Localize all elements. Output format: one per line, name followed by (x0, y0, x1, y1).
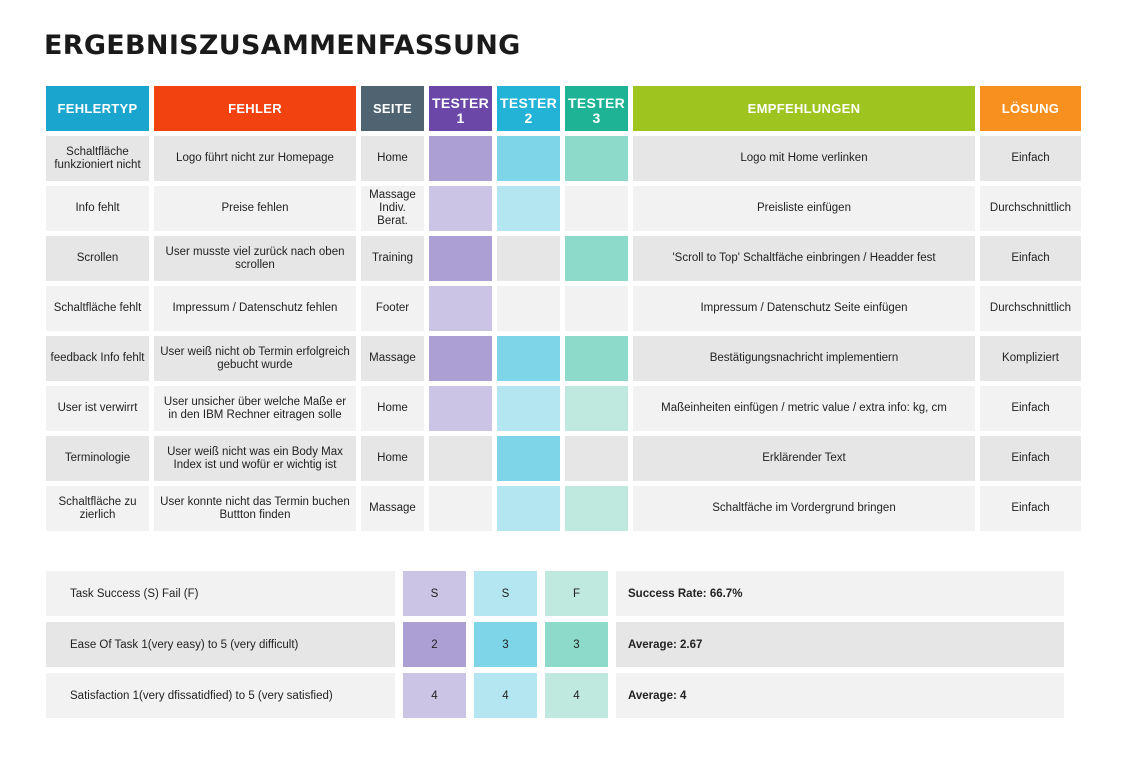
tester-1-swatch (429, 486, 492, 531)
seite-cell: Home (361, 136, 424, 181)
summary-tester-3: 4 (545, 673, 608, 718)
tester-1-swatch (429, 336, 492, 381)
results-table (46, 86, 1081, 531)
empfehlung-cell: Logo mit Home verlinken (633, 136, 975, 181)
loesung-cell: Einfach (980, 236, 1081, 281)
empfehlung-cell: 'Scroll to Top' Schaltfäche einbringen / Headder fest (633, 236, 975, 281)
fehlertyp-cell: Schaltfläche fehlt (46, 286, 149, 331)
fehlertyp-cell: Info fehlt (46, 186, 149, 231)
tester-1-swatch (429, 136, 492, 181)
fehler-cell: Logo führt nicht zur Homepage (154, 136, 356, 181)
fehlertyp-cell: Schaltfläche zu zierlich (46, 486, 149, 531)
summary-label: Task Success (S) Fail (F) (46, 571, 395, 616)
summary-result: Average: 4 (616, 673, 1064, 718)
fehler-cell: User konnte nicht das Termin buchen Buttton finden (154, 486, 356, 531)
page-title: ERGEBNISZUSAMMENFASSUNG (44, 30, 521, 61)
tester-3-swatch (565, 486, 628, 531)
header-empfehlungen: EMPFEHLUNGEN (633, 86, 975, 131)
seite-cell: Home (361, 386, 424, 431)
tester-2-swatch (497, 286, 560, 331)
loesung-cell: Durchschnittlich (980, 286, 1081, 331)
summary-result: Success Rate: 66.7% (616, 571, 1064, 616)
loesung-cell: Einfach (980, 386, 1081, 431)
empfehlung-cell: Impressum / Datenschutz Seite einfügen (633, 286, 975, 331)
loesung-cell: Einfach (980, 136, 1081, 181)
summary-tester-1: 4 (403, 673, 466, 718)
tester-3-swatch (565, 236, 628, 281)
tester-1-swatch (429, 286, 492, 331)
fehlertyp-cell: feedback Info fehlt (46, 336, 149, 381)
fehler-cell: User musste viel zurück nach oben scrollen (154, 236, 356, 281)
fehlertyp-cell: Terminologie (46, 436, 149, 481)
seite-cell: Home (361, 436, 424, 481)
fehler-cell: User weiß nicht ob Termin erfolgreich gebucht wurde (154, 336, 356, 381)
tester-1-swatch (429, 236, 492, 281)
summary-label: Satisfaction 1(very dfissatidfied) to 5 (very satisfied) (46, 673, 395, 718)
fehlertyp-cell: Scrollen (46, 236, 149, 281)
tester-1-swatch (429, 386, 492, 431)
tester-3-swatch (565, 336, 628, 381)
header-tester-2: TESTER 2 (497, 86, 560, 131)
tester-1-swatch (429, 436, 492, 481)
summary-tester-2: 3 (474, 622, 537, 667)
summary-tester-2: 4 (474, 673, 537, 718)
tester-2-swatch (497, 236, 560, 281)
fehlertyp-cell: User ist verwirrt (46, 386, 149, 431)
loesung-cell: Durchschnittlich (980, 186, 1081, 231)
loesung-cell: Einfach (980, 436, 1081, 481)
fehler-cell: User weiß nicht was ein Body Max Index ist und wofür er wichtig ist (154, 436, 356, 481)
tester-3-swatch (565, 386, 628, 431)
loesung-cell: Kompliziert (980, 336, 1081, 381)
header-tester-1: TESTER 1 (429, 86, 492, 131)
seite-cell: Massage (361, 486, 424, 531)
summary-result: Average: 2.67 (616, 622, 1064, 667)
tester-2-swatch (497, 486, 560, 531)
summary-tester-3: 3 (545, 622, 608, 667)
tester-2-swatch (497, 436, 560, 481)
loesung-cell: Einfach (980, 486, 1081, 531)
empfehlung-cell: Bestätigungsnachricht implementiern (633, 336, 975, 381)
fehler-cell: User unsicher über welche Maße er in den IBM Rechner eitragen solle (154, 386, 356, 431)
tester-2-swatch (497, 336, 560, 381)
tester-2-swatch (497, 136, 560, 181)
header-fehlertyp: FEHLERTYP (46, 86, 149, 131)
seite-cell: Massage (361, 336, 424, 381)
empfehlung-cell: Maßeinheiten einfügen / metric value / extra info: kg, cm (633, 386, 975, 431)
tester-2-swatch (497, 386, 560, 431)
header-fehler: FEHLER (154, 86, 356, 131)
tester-1-swatch (429, 186, 492, 231)
summary-table (46, 571, 1064, 718)
tester-3-swatch (565, 186, 628, 231)
fehler-cell: Preise fehlen (154, 186, 356, 231)
summary-tester-1: S (403, 571, 466, 616)
seite-cell: Training (361, 236, 424, 281)
empfehlung-cell: Erklärender Text (633, 436, 975, 481)
summary-tester-3: F (545, 571, 608, 616)
header-tester-3: TESTER 3 (565, 86, 628, 131)
summary-tester-1: 2 (403, 622, 466, 667)
header-seite: SEITE (361, 86, 424, 131)
seite-cell: Massage Indiv. Berat. (361, 186, 424, 231)
summary-tester-2: S (474, 571, 537, 616)
empfehlung-cell: Schaltfäche im Vordergrund bringen (633, 486, 975, 531)
empfehlung-cell: Preisliste einfügen (633, 186, 975, 231)
seite-cell: Footer (361, 286, 424, 331)
fehlertyp-cell: Schaltfläche funkzioniert nicht (46, 136, 149, 181)
fehler-cell: Impressum / Datenschutz fehlen (154, 286, 356, 331)
tester-3-swatch (565, 286, 628, 331)
tester-3-swatch (565, 436, 628, 481)
summary-label: Ease Of Task 1(very easy) to 5 (very difficult) (46, 622, 395, 667)
tester-3-swatch (565, 136, 628, 181)
header-loesung: LÖSUNG (980, 86, 1081, 131)
tester-2-swatch (497, 186, 560, 231)
